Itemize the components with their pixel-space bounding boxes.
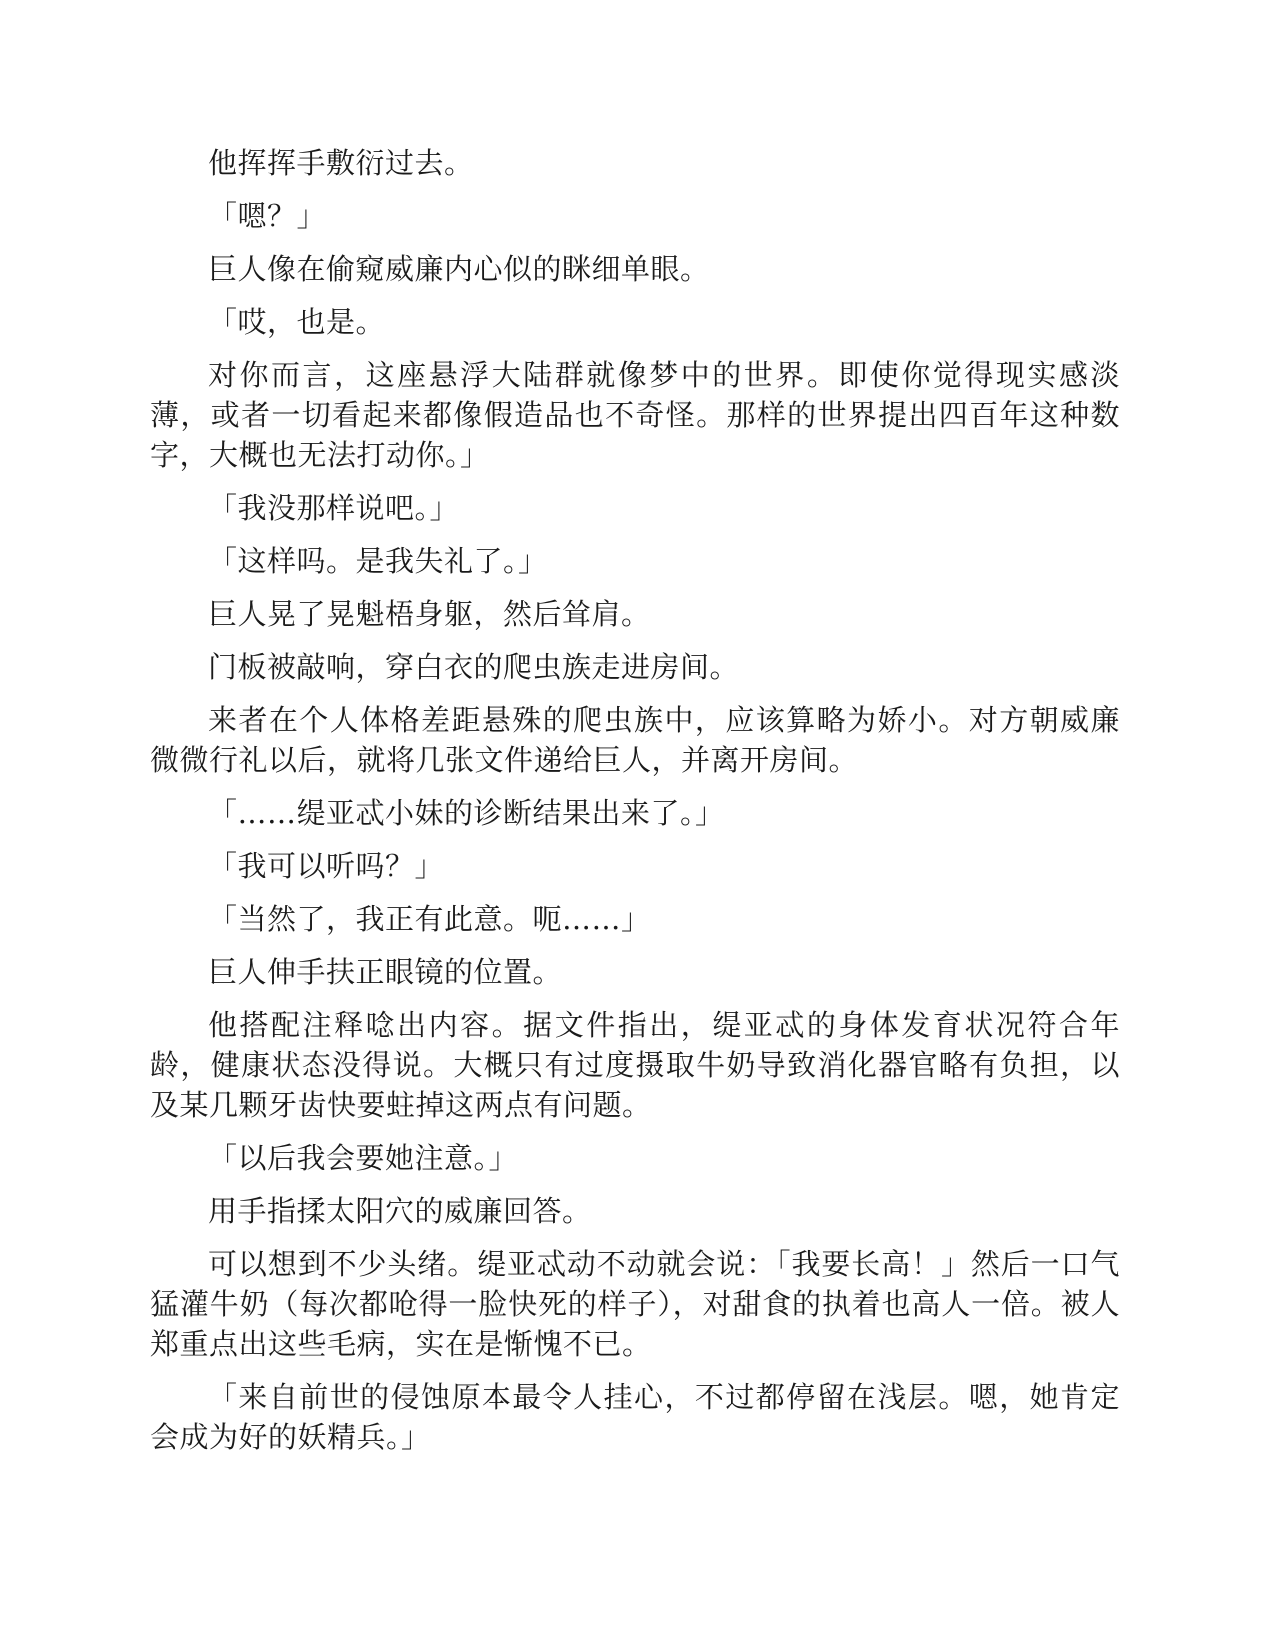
paragraph: 「来自前世的侵蚀原本最令人挂心，不过都停留在浅层。嗯，她肯定会成为好的妖精兵。」 <box>150 1380 1120 1454</box>
paragraph: 他挥挥手敷衍过去。 <box>208 146 474 180</box>
paragraph: 「这样吗。是我失礼了。」 <box>208 544 548 578</box>
document-page <box>150 143 1120 1470</box>
paragraph: 「嗯？」 <box>208 199 327 233</box>
paragraph: 巨人像在偷窥威廉内心似的眯细单眼。 <box>208 252 710 286</box>
paragraph: 来者在个人体格差距悬殊的爬虫族中，应该算略为娇小。对方朝威廉微微行礼以后，就将几张文件递给巨人，并离开房间。 <box>150 703 1120 777</box>
paragraph: 「我没那样说吧。」 <box>208 491 460 525</box>
paragraph: 他搭配注释唸出内容。据文件指出，缇亚忒的身体发育状况符合年龄，健康状态没得说。大概只有过度摄取牛奶导致消化器官略有负担，以及某几颗牙齿快要蛀掉这两点有问题。 <box>150 1008 1120 1122</box>
paragraph: 「以后我会要她注意。」 <box>208 1141 519 1175</box>
paragraph: 用手指揉太阳穴的威廉回答。 <box>208 1194 592 1228</box>
paragraph: 「……缇亚忒小妹的诊断结果出来了。」 <box>208 796 725 830</box>
paragraph: 「当然了，我正有此意。呃……」 <box>208 902 651 936</box>
paragraph: 门板被敲响，穿白衣的爬虫族走进房间。 <box>208 650 740 684</box>
paragraph: 可以想到不少头绪。缇亚忒动不动就会说：「我要长高！」然后一口气猛灌牛奶（每次都呛得一脸快死的样子），对甜食的执着也高人一倍。被人郑重点出这些毛病，实在是惭愧不已。 <box>150 1247 1120 1361</box>
paragraph: 「哎，也是。 <box>208 305 386 339</box>
paragraph: 「我可以听吗？」 <box>208 849 445 883</box>
paragraph: 巨人伸手扶正眼镜的位置。 <box>208 955 563 989</box>
paragraph: 对你而言，这座悬浮大陆群就像梦中的世界。即使你觉得现实感淡薄，或者一切看起来都像假造品也不奇怪。那样的世界提出四百年这种数字，大概也无法打动你。」 <box>150 358 1120 472</box>
paragraph: 巨人晃了晃魁梧身躯，然后耸肩。 <box>208 597 651 631</box>
